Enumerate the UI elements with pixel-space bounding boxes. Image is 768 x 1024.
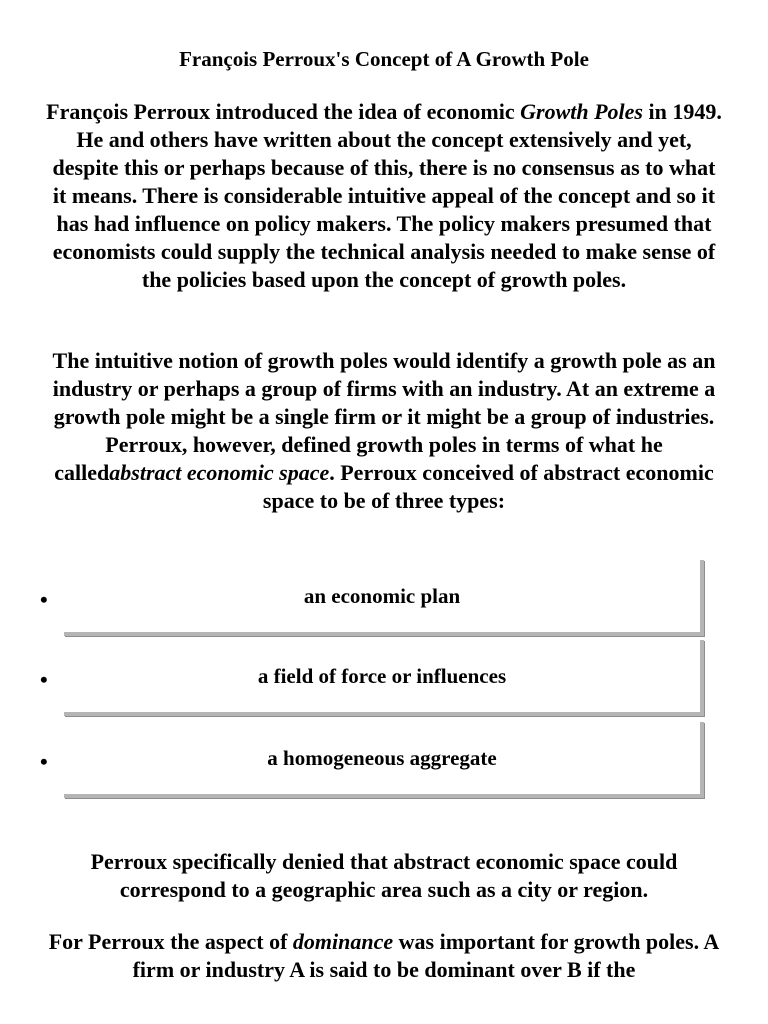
space-type-box-field-of-force: a field of force or influences (64, 640, 704, 716)
list-item (0, 560, 768, 640)
bullet-icon: • (40, 587, 48, 612)
abstract-space-emphasis: abstract economic space (109, 460, 330, 485)
notion-text-start: The intuitive notion of growth poles would identify a growth pole as an industry or perhaps a group of firms with an industry. At an extreme a growth pole might be a single firm or it might be a group of industries. Perroux, however, defined growth poles in terms of what he called (52, 348, 716, 485)
growth-poles-emphasis: Growth Poles (520, 99, 643, 124)
space-type-box-economic-plan: an economic plan (64, 560, 704, 636)
space-type-box-homogeneous-aggregate: a homogeneous aggregate (64, 722, 704, 798)
dominance-paragraph (46, 928, 722, 984)
list-item (0, 640, 768, 720)
page-title: François Perroux's Concept of A Growth Pole (179, 47, 589, 71)
intro-text-end: in 1949. He and others have written about the concept extensively and yet, despite this or perhaps because of this, there is no consensus as to what it means. There is considerable intuitive appeal of the concept and so it has had influence on policy makers. The policy makers presumed that economists could supply the technical analysis needed to make sense of the policies based upon the concept of growth poles. (52, 99, 722, 292)
notion-text-end: . Perroux conceived of abstract economic space to be of three types: (262, 460, 714, 513)
dominance-emphasis: dominance (292, 929, 394, 954)
intro-text-start: François Perroux introduced the idea of economic (46, 99, 521, 124)
dominance-text-start: For Perroux the aspect of (48, 929, 293, 954)
list-item (0, 722, 768, 802)
dominance-text-end: was important for growth poles. A firm or industry A is said to be dominant over B if the (132, 929, 720, 982)
intuitive-notion-paragraph (46, 347, 722, 515)
bullet-icon: • (40, 749, 48, 774)
intro-paragraph (46, 98, 722, 294)
geographic-denial-paragraph: Perroux specifically denied that abstract economic space could correspond to a geographic area such as a city or region. (90, 849, 678, 902)
bullet-icon: • (40, 667, 48, 692)
